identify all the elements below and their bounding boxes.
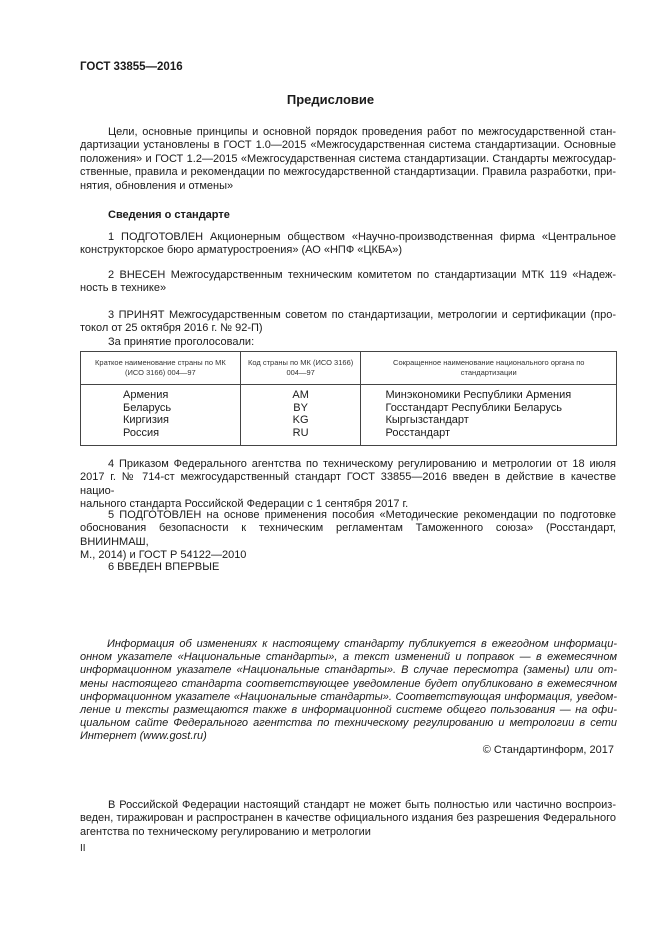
text-line: Интернет (www.gost.ru) — [80, 730, 207, 743]
text-line: обоснования безопасности к техническим регламентам Таможенного союза» (Росстандарт, ВНИИНМАШ, — [80, 522, 616, 548]
document-code: ГОСТ 33855—2016 — [80, 61, 183, 73]
text-line: мены настоящего стандарта соответствующее уведомление будет опубликовано в ежемесячном — [80, 677, 617, 690]
text-line: агентства по техническому регулированию и метрологии — [80, 825, 371, 838]
item-1-paragraph — [80, 231, 616, 258]
text-line: 4 Приказом Федерального агентства по техническому регулированию и метрологии от 18 июля — [108, 458, 616, 470]
country-cell: Армения — [81, 385, 241, 402]
page-number: II — [80, 843, 86, 854]
item-3-paragraph — [80, 309, 616, 349]
text-line: В Российской Федерации настоящий стандарт не может быть полностью или частично воспроиз- — [108, 799, 616, 811]
item-5-paragraph — [80, 509, 616, 563]
text-line: токол от 25 октября 2016 г. № 92-П) — [80, 322, 263, 335]
text-line: Информация об изменениях к настоящему стандарту публикуется в ежегодном информаци- — [107, 638, 617, 650]
text-line: положения» и ГОСТ 1.2—2015 «Межгосударственная система стандартизации. Стандарты межгосудар- — [80, 152, 616, 165]
reproduction-rights-paragraph — [80, 799, 616, 839]
table-row — [81, 414, 617, 427]
body-cell: Минэкономики Республики Армения — [361, 385, 617, 402]
item-4-paragraph — [80, 458, 616, 512]
code-cell: RU — [240, 427, 361, 446]
voting-table — [80, 351, 617, 446]
vote-label: За принятие проголосовали: — [108, 335, 255, 348]
text-line: информационном указателе «Национальные стандарты». Соответствующая информация, уведом- — [80, 690, 617, 703]
text-line: 6 ВВЕДЕН ВПЕРВЫЕ — [108, 561, 220, 573]
page-title: Предисловие — [286, 92, 375, 107]
text-line: 2 ВНЕСЕН Межгосударственным техническим комитетом по стандартизации МТК 119 «Надеж- — [108, 269, 616, 281]
amendments-info-block — [80, 638, 617, 744]
item-6-paragraph — [80, 561, 616, 574]
code-cell: BY — [240, 402, 361, 415]
text-line: 3 ПРИНЯТ Межгосударственным советом по стандартизации, метрологии и сертификации (про- — [108, 309, 616, 321]
text-line: дартизации установлены в ГОСТ 1.0—2015 «Межгосударственная система стандартизации. Основные — [80, 139, 616, 152]
body-cell: Росстандарт — [361, 427, 617, 446]
text-line: ление и тексты размещаются также в информационной системе общего пользования — на офи- — [80, 704, 617, 717]
column-header-code: Код страны по МК (ИСО 3166) 004—97 — [240, 352, 361, 385]
table-row — [81, 427, 617, 446]
text-line: веден, тиражирован и распространен в качестве официального издания без разрешения Федерального — [80, 812, 616, 825]
text-line: информационном указателе «Национальные стандарты». В случае пересмотра (замены) или от- — [80, 664, 617, 677]
code-cell: AM — [240, 385, 361, 402]
code-cell: KG — [240, 414, 361, 427]
text-line: конструкторское бюро арматуростроения» (АО «НПФ «ЦКБА») — [80, 244, 403, 257]
column-header-body: Сокращенное наименование национального органа по стандартизации — [361, 352, 617, 385]
text-line: ность в технике» — [80, 282, 167, 295]
item-2-paragraph — [80, 269, 616, 296]
country-cell: Киргизия — [81, 414, 241, 427]
country-cell: Беларусь — [81, 402, 241, 415]
table-header-row — [81, 352, 617, 385]
section-subheading: Сведения о стандарте — [108, 209, 230, 221]
intro-paragraph — [80, 126, 616, 193]
copyright-notice: © Стандартинформ, 2017 — [482, 744, 614, 756]
text-line: 5 ПОДГОТОВЛЕН на основе применения пособия «Методические рекомендации по подготовке — [108, 509, 616, 521]
text-line: нятия, обновления и отмены» — [80, 179, 234, 192]
text-line: 2017 г. № 714-ст межгосударственный стандарт ГОСТ 33855—2016 введен в действие в качестве нацио- — [80, 471, 616, 497]
table-row — [81, 385, 617, 402]
body-cell: Госстандарт Республики Беларусь — [361, 402, 617, 415]
text-line: циальном сайте Федерального агентства по техническому регулированию и метрологии в сети — [80, 717, 617, 730]
text-line: Цели, основные принципы и основной порядок проведения работ по межгосударственной стан- — [108, 126, 616, 138]
table-row — [81, 402, 617, 415]
text-line: М., 2014) и ГОСТ Р 54122—2010 — [80, 549, 247, 562]
text-line: 1 ПОДГОТОВЛЕН Акционерным обществом «Научно-производственная фирма «Центральное — [108, 231, 616, 243]
body-cell: Кыргызстандарт — [361, 414, 617, 427]
country-cell: Россия — [81, 427, 241, 446]
column-header-country: Краткое наименование страны по МК (ИСО 3166) 004—97 — [81, 352, 241, 385]
text-line: нального стандарта Российской Федерации с 1 сентября 2017 г. — [80, 498, 409, 511]
text-line: ственные, правила и рекомендации по межгосударственной стандартизации. Правила разработки, при- — [80, 166, 616, 179]
text-line: онном указателе «Национальные стандарты», а текст изменений и поправок — в ежемесячном — [80, 651, 617, 664]
